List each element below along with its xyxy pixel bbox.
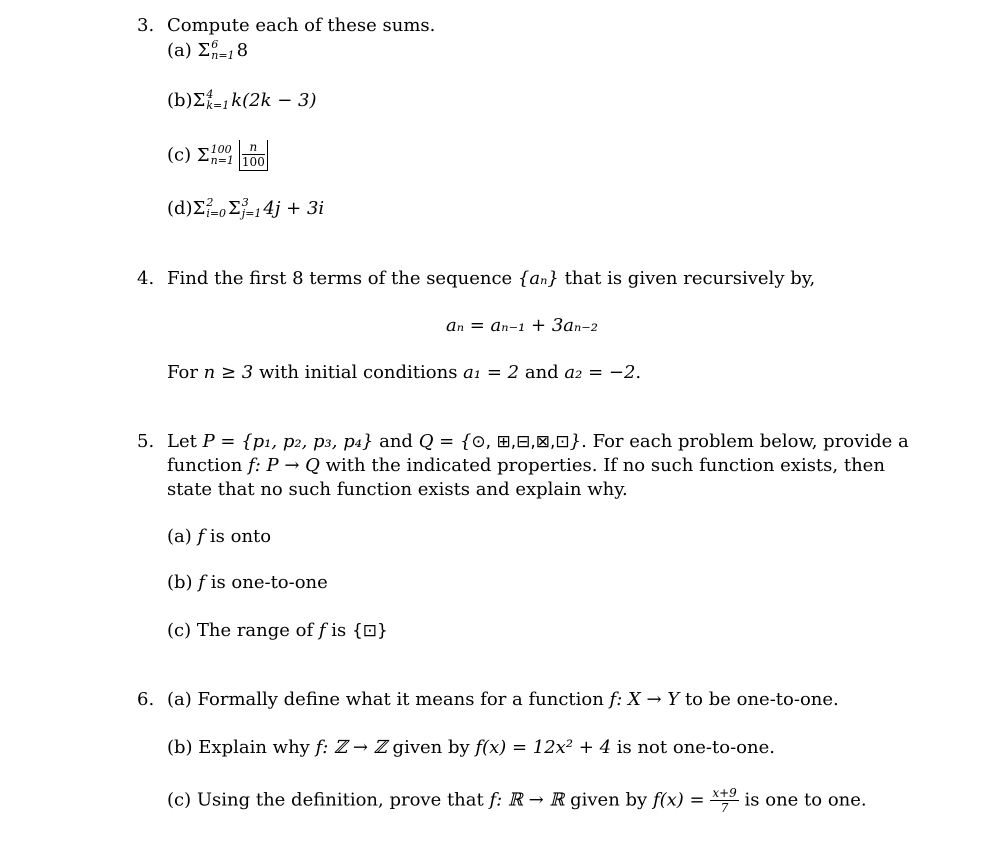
sequence: {aₙ}	[517, 268, 559, 289]
problem-number: 3.	[137, 15, 155, 36]
problem-6b: (b) Explain why f: ℤ → ℤ given by f(x) = 12x² + 4 is not one-to-one.	[167, 737, 775, 758]
problem-3b	[167, 90, 317, 112]
problem-number: 6.	[137, 689, 155, 710]
sum-limits: 2 i=0	[206, 196, 227, 220]
sigma-symbol: Σ	[192, 90, 206, 111]
problem-3-heading	[137, 17, 435, 35]
sum-limits: 100 n=1	[210, 142, 234, 167]
problem-6a: 6. (a) Formally define what it means for a function f: X → Y to be one-to-one.	[137, 689, 839, 710]
problem-text: Compute each of these sums.	[167, 15, 436, 36]
problem-5-line-3: state that no such function exists and explain why.	[167, 479, 628, 500]
problem-3a	[167, 40, 248, 62]
sum-limits: 3 j=1	[241, 196, 262, 220]
sum-limits: 6 n=1	[211, 38, 235, 62]
problem-text: Find the first 8 terms of the sequence	[167, 268, 518, 289]
set-q: Q = {⊙, ⊞,⊟,⊠,⊡}	[418, 431, 582, 452]
problem-number: 4.	[137, 268, 155, 289]
sigma-symbol: Σ	[196, 144, 210, 166]
initial-conditions: For n ≥ 3 with initial conditions a₁ = 2 and a₂ = −2.	[167, 362, 642, 383]
problem-5c: (c) The range of f is {⊡}	[167, 620, 388, 641]
symbol-glyphs: ⊙, ⊞,⊟,⊠,⊡	[471, 432, 570, 452]
fraction: $\frac{x+9}{7}$	[712, 786, 737, 815]
sum-var: k	[231, 90, 243, 111]
sigma-symbol: Σ	[197, 40, 211, 61]
problem-4-heading	[137, 270, 815, 288]
set-p: P = {p₁, p₂, p₃, p₄}	[202, 431, 374, 452]
problem-5b: (b) f is one-to-one	[167, 572, 328, 593]
problem-5-line-1: 5. Let P = {p₁, p₂, p₃, p₄} and Q = {⊙, ⊞,⊟,⊠,⊡}. For each problem below, provide a	[137, 431, 909, 452]
floor-brackets	[239, 140, 268, 171]
problem-number: 5.	[137, 431, 155, 452]
problem-5a: (a) f is onto	[167, 526, 272, 547]
range-set: {⊡}	[351, 621, 388, 641]
sum-body: (2k − 3)	[242, 90, 317, 111]
sigma-symbol: Σ	[192, 198, 206, 219]
part-label: (c)	[167, 144, 192, 166]
problem-text: that is given recursively by,	[558, 268, 816, 289]
fraction: $\frac{n}{100}$	[241, 140, 265, 169]
part-label: (d)	[167, 198, 193, 219]
sigma-symbol: Σ	[228, 198, 241, 219]
problem-5-line-2: function f: P → Q with the indicated properties. If no such function exists, then	[167, 455, 885, 476]
problem-3d	[167, 198, 324, 220]
function-signature: f: P → Q	[248, 455, 320, 476]
problem-3c	[167, 140, 271, 171]
sum-body: 4j + 3i	[263, 198, 325, 219]
part-label: (b)	[167, 90, 193, 111]
sum-limits: 4 k=1	[206, 88, 230, 112]
part-label: (a)	[167, 40, 192, 61]
recurrence-equation: aₙ = aₙ₋₁ + 3aₙ₋₂	[446, 315, 599, 336]
sum-body: 8	[236, 40, 249, 61]
problem-6c: (c) Using the definition, prove that f: ℝ → ℝ given by f(x) = $\frac{x+9}{7}$ is one to one.	[167, 786, 867, 815]
